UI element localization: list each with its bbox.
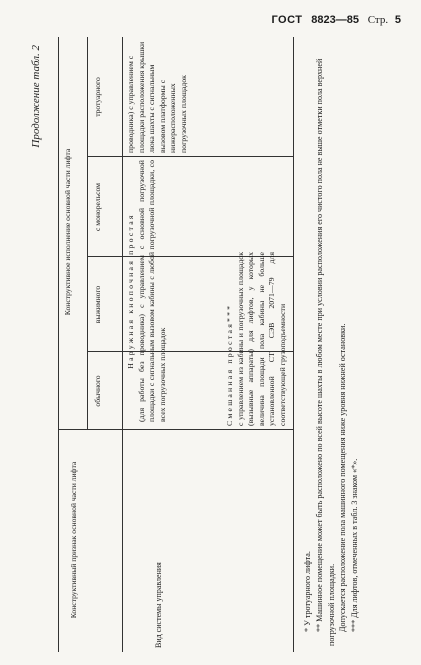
row2-text: с управлением из кабины и погрузочных площадок (вызывные аппараты) для лифтов, у которых величина площади пола кабины не больше установленной СТ СЭВ 2071—79 для соответствующей грузоподъемности <box>235 252 287 426</box>
footnote-2-cont: Допускается расположение пола машинного помещения ниже уровня нижней остановки. <box>338 323 348 632</box>
page-header <box>271 14 401 26</box>
feature-header: Конструктивный признак основной части лифта <box>69 461 78 619</box>
subheader-monorail: с монорельсом <box>93 183 102 231</box>
spec-table <box>58 37 294 652</box>
table-hline <box>122 37 123 652</box>
row2-title: Смешанная простая*** <box>225 303 234 426</box>
table-vline <box>88 156 293 157</box>
row1-block <box>126 160 168 422</box>
footnote-3: *** Для лифтов, отмеченных в табл. 3 знаком «*». <box>350 458 360 632</box>
row1-text: (для работы без проводника) с управлением с основной погрузочной площадки с сигнальным вызовом кабины с любой погрузочной площадки, со всех погрузочных площадок <box>136 160 167 422</box>
table-vline <box>59 429 293 430</box>
subheader-push-type: выжимного <box>93 285 102 324</box>
footnote-1: * У тротуарного лифта. <box>303 551 312 632</box>
subheader-sidewalk: тротуарного <box>93 77 102 117</box>
row1-title: Наружная кнопочная простая <box>126 213 135 369</box>
row1-sidewalk-text: проводника) с управлением с площадки расположения крышки люка шахты с сигнальным вызовом платформы с нижерасположенных погрузочных площадок <box>126 41 188 153</box>
feature-value: Вид системы управления <box>154 562 163 648</box>
standard-number: 8823—85 <box>311 14 359 26</box>
page-label: Стр. <box>367 14 389 26</box>
footnote-2: ** Машинное помещение может быть расположено по всей высоте шахты в любом месте при условии расположения его чистого пола не выше отметки пола верхней погрузочной площадки. <box>314 58 336 646</box>
rotated-page-content <box>28 37 408 652</box>
row2-block <box>225 252 289 426</box>
group-header: Конструктивное исполнение основной части лифта <box>63 148 72 316</box>
table-hline <box>87 37 88 430</box>
subheader-regular: обычного <box>93 375 102 407</box>
continuation-title: Продолжение табл. 2 <box>30 45 42 148</box>
page-number: 5 <box>394 14 401 26</box>
standard-label: ГОСТ <box>271 14 303 26</box>
footnotes <box>302 41 361 646</box>
